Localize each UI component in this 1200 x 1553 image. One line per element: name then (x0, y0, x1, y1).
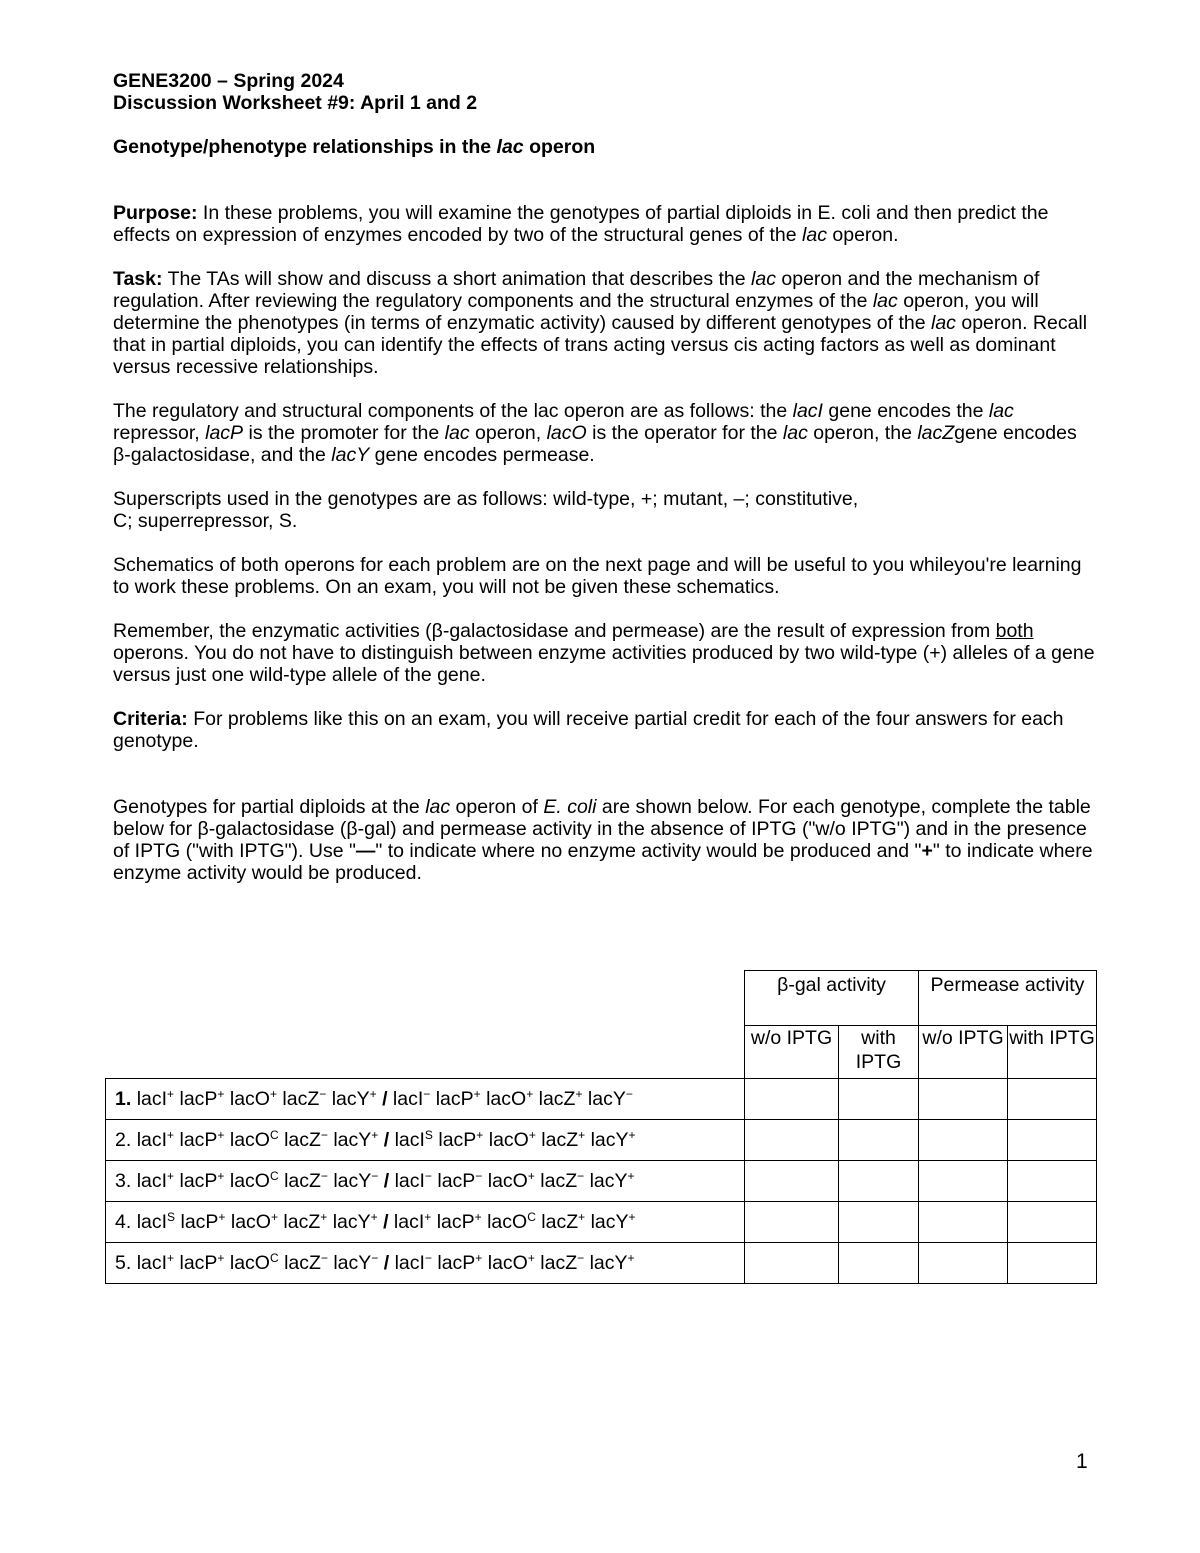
permease-wo-iptg-header: w/o IPTG (919, 1026, 1008, 1079)
beta-gal-with-iptg-header: with IPTG (839, 1026, 919, 1079)
gene: lacZ (538, 1088, 576, 1110)
gene: lacY (333, 1252, 372, 1274)
gene: lacY (590, 1211, 629, 1233)
beta-gal-wo-iptg-answer[interactable] (745, 1161, 839, 1202)
gene: lacP (179, 1252, 218, 1274)
gene: lacP (179, 1129, 218, 1151)
allele-superscript: + (217, 1128, 225, 1142)
allele-superscript: + (628, 1210, 636, 1224)
gene: lacZ (283, 1211, 321, 1233)
schematics-paragraph: Schematics of both operons for each problem are on the next page and will be useful to you whileyou're learning to work these problems. On an exam, you will not be given these schematics. (113, 554, 1082, 598)
gene: lacY (589, 1252, 628, 1274)
row-number: 5. (115, 1252, 132, 1274)
permease-with-iptg-answer[interactable] (1008, 1202, 1097, 1243)
beta-gal-with-iptg-answer[interactable] (839, 1120, 919, 1161)
diploid-separator: / (383, 1170, 390, 1192)
gene: lacP (435, 1088, 474, 1110)
allele-superscript: + (473, 1087, 481, 1101)
gene: lacY (333, 1129, 372, 1151)
components-paragraph: The regulatory and structural components of the lac operon are as follows: the lacI gene encodes the lac repressor, lacP is the promoter for the lac operon, lacO is the operator for the lac operon, the lacZgene encodes β-galactosidase, and the lacY gene encodes permease. (113, 400, 1077, 466)
allele-superscript: + (627, 1251, 635, 1265)
gene: lacP (180, 1211, 219, 1233)
permease-with-iptg-answer[interactable] (1008, 1079, 1097, 1120)
allele-superscript: + (476, 1128, 484, 1142)
gene: lacZ (284, 1252, 321, 1274)
allele-superscript: + (270, 1210, 278, 1224)
worksheet-title: Discussion Worksheet #9: April 1 and 2 (113, 92, 478, 114)
allele-superscript: S (167, 1210, 176, 1224)
allele-superscript: + (628, 1128, 636, 1142)
row-number: 4. (115, 1211, 132, 1233)
permease-wo-iptg-answer[interactable] (919, 1161, 1008, 1202)
gene: lacI (136, 1252, 168, 1274)
gene: lacI (394, 1129, 425, 1151)
gene: lacO (487, 1252, 528, 1274)
instructions-paragraph: Genotypes for partial diploids at the lac operon of E. coli are shown below. For each genotype, complete the table below for β-galactosidase (β-gal) and permease activity in the absence of IPTG ("w/o IPTG") and in the presence of IPTG ("with IPTG"). Use "—" to indicate where no enzyme activity would be produced and "+" to indicate where enzyme activity would be produced. (113, 796, 1093, 884)
gene: lacO (229, 1252, 270, 1274)
gene: lacY (589, 1170, 628, 1192)
gene: lacP (437, 1170, 476, 1192)
gene: lacZ (541, 1129, 579, 1151)
allele-superscript: C (269, 1128, 279, 1142)
gene: lacP (179, 1170, 218, 1192)
allele-superscript: + (578, 1210, 586, 1224)
allele-superscript: + (475, 1251, 483, 1265)
gene: lacZ (284, 1129, 321, 1151)
gene: lacZ (540, 1252, 578, 1274)
allele-superscript: − (475, 1169, 483, 1183)
gene: lacO (487, 1170, 528, 1192)
diploid-separator: / (383, 1211, 389, 1233)
allele-superscript: + (217, 1169, 225, 1183)
table-row (106, 1243, 1097, 1284)
beta-gal-with-iptg-answer[interactable] (839, 1243, 919, 1284)
allele-superscript: + (370, 1210, 378, 1224)
beta-gal-with-iptg-answer[interactable] (839, 1161, 919, 1202)
beta-gal-wo-iptg-answer[interactable] (745, 1120, 839, 1161)
beta-gal-wo-iptg-answer[interactable] (745, 1243, 839, 1284)
allele-superscript: − (424, 1251, 432, 1265)
gene: lacI (136, 1211, 168, 1233)
allele-superscript: − (424, 1169, 432, 1183)
gene: lacO (230, 1211, 271, 1233)
row-number: 2. (115, 1129, 132, 1151)
genotype-cell (106, 1202, 745, 1243)
gene: lacY (587, 1088, 626, 1110)
beta-gal-with-iptg-answer[interactable] (839, 1079, 919, 1120)
gene: lacP (436, 1211, 475, 1233)
allele-superscript: + (217, 1251, 225, 1265)
permease-wo-iptg-answer[interactable] (919, 1243, 1008, 1284)
diploid-separator: / (382, 1088, 388, 1110)
remember-paragraph: Remember, the enzymatic activities (β-galactosidase and permease) are the result of expression from both operons. You do not have to distinguish between enzyme activities produced by two wild-type (+) alleles of a gene versus just one wild-type allele of the gene. (113, 620, 1095, 686)
genotype-cell (106, 1161, 745, 1202)
allele-superscript: + (217, 1087, 225, 1101)
gene: lacZ (284, 1170, 321, 1192)
beta-gal-wo-iptg-header: w/o IPTG (745, 1026, 839, 1079)
gene: lacO (229, 1129, 270, 1151)
allele-superscript: − (625, 1087, 633, 1101)
allele-superscript: C (269, 1251, 279, 1265)
allele-superscript: − (577, 1169, 585, 1183)
superscripts-paragraph: Superscripts used in the genotypes are as follows: wild-type, +; mutant, –; constitutive, C; superrepressor, S. (113, 488, 859, 532)
purpose-paragraph: Purpose: In these problems, you will examine the genotypes of partial diploids in E. coli and then predict the effects on expression of enzymes encoded by two of the structural genes of the lac operon. (113, 202, 1049, 246)
section-title: Genotype/phenotype relationships in the lac operon (113, 136, 596, 158)
allele-superscript: + (167, 1087, 175, 1101)
allele-superscript: − (577, 1251, 585, 1265)
allele-superscript: − (320, 1128, 328, 1142)
gene: lacI (136, 1129, 168, 1151)
gene: lacI (392, 1088, 424, 1110)
beta-gal-with-iptg-answer[interactable] (839, 1202, 919, 1243)
allele-superscript: − (319, 1087, 327, 1101)
criteria-paragraph: Criteria: For problems like this on an exam, you will receive partial credit for each of the four answers for each genotype. (113, 708, 1064, 752)
genotype-cell (106, 1079, 745, 1120)
allele-superscript: + (167, 1128, 175, 1142)
allele-superscript: + (528, 1128, 536, 1142)
gene: lacZ (282, 1088, 320, 1110)
course-title: GENE3200 – Spring 2024 (113, 70, 344, 92)
allele-superscript: + (526, 1087, 534, 1101)
beta-gal-header: β-gal activity (745, 971, 919, 1026)
allele-superscript: − (320, 1169, 328, 1183)
permease-with-iptg-answer[interactable] (1008, 1120, 1097, 1161)
table-row (106, 1161, 1097, 1202)
gene: lacY (590, 1129, 629, 1151)
permease-header: Permease activity (919, 971, 1097, 1026)
allele-superscript: + (527, 1251, 535, 1265)
allele-superscript: + (578, 1128, 586, 1142)
gene: lacO (488, 1129, 529, 1151)
gene: lacI (136, 1170, 168, 1192)
allele-superscript: − (371, 1169, 379, 1183)
allele-superscript: − (320, 1251, 328, 1265)
gene: lacY (331, 1088, 370, 1110)
allele-superscript: + (474, 1210, 482, 1224)
gene: lacY (332, 1211, 371, 1233)
row-number: 3. (115, 1170, 132, 1192)
allele-superscript: C (527, 1210, 536, 1224)
table-row (106, 1202, 1097, 1243)
answer-table (105, 970, 1097, 1284)
beta-gal-wo-iptg-answer[interactable] (745, 1079, 839, 1120)
gene: lacI (136, 1088, 168, 1110)
page-number: 1 (1076, 1450, 1088, 1473)
gene: lacO (229, 1088, 270, 1110)
gene: lacP (438, 1129, 477, 1151)
allele-superscript: + (269, 1087, 277, 1101)
allele-superscript: + (575, 1087, 583, 1101)
gene: lacI (394, 1252, 425, 1274)
row-number: 1. (115, 1088, 132, 1110)
beta-gal-wo-iptg-answer[interactable] (745, 1202, 839, 1243)
allele-superscript: + (527, 1169, 535, 1183)
permease-with-iptg-answer[interactable] (1008, 1243, 1097, 1284)
table-row (106, 1120, 1097, 1161)
permease-with-iptg-answer[interactable] (1008, 1161, 1097, 1202)
gene: lacP (179, 1088, 218, 1110)
gene: lacO (229, 1170, 270, 1192)
gene: lacO (487, 1211, 528, 1233)
diploid-separator: / (383, 1129, 390, 1151)
table-row (106, 1079, 1097, 1120)
genotype-cell (106, 1120, 745, 1161)
task-paragraph: Task: The TAs will show and discuss a short animation that describes the lac operon and the mechanism of regulation. After reviewing the regulatory components and the structural enzymes of the lac operon, you will determine the phenotypes (in terms of enzymatic activity) caused by different genotypes of the lac operon. Recall that in partial diploids, you can identify the effects of trans acting versus cis acting factors as well as dominant versus recessive relationships. (113, 268, 1088, 378)
gene: lacY (333, 1170, 372, 1192)
allele-superscript: + (320, 1210, 328, 1224)
permease-wo-iptg-answer[interactable] (919, 1120, 1008, 1161)
allele-superscript: + (167, 1169, 175, 1183)
permease-with-iptg-header: with IPTG (1008, 1026, 1097, 1079)
allele-superscript: S (424, 1128, 433, 1142)
gene: lacZ (540, 1170, 578, 1192)
allele-superscript: + (424, 1210, 432, 1224)
allele-superscript: C (269, 1169, 279, 1183)
gene: lacZ (541, 1211, 579, 1233)
gene: lacO (486, 1088, 527, 1110)
diploid-separator: / (383, 1252, 390, 1274)
gene: lacI (394, 1170, 425, 1192)
worksheet-page (113, 70, 1098, 884)
allele-superscript: − (423, 1087, 431, 1101)
allele-superscript: + (627, 1169, 635, 1183)
allele-superscript: + (369, 1087, 377, 1101)
table-blank-corner (106, 971, 745, 1079)
allele-superscript: + (218, 1210, 226, 1224)
allele-superscript: − (371, 1251, 379, 1265)
gene: lacP (437, 1252, 476, 1274)
allele-superscript: + (167, 1251, 175, 1265)
permease-wo-iptg-answer[interactable] (919, 1202, 1008, 1243)
allele-superscript: + (371, 1128, 379, 1142)
permease-wo-iptg-answer[interactable] (919, 1079, 1008, 1120)
gene: lacI (393, 1211, 425, 1233)
genotype-cell (106, 1243, 745, 1284)
